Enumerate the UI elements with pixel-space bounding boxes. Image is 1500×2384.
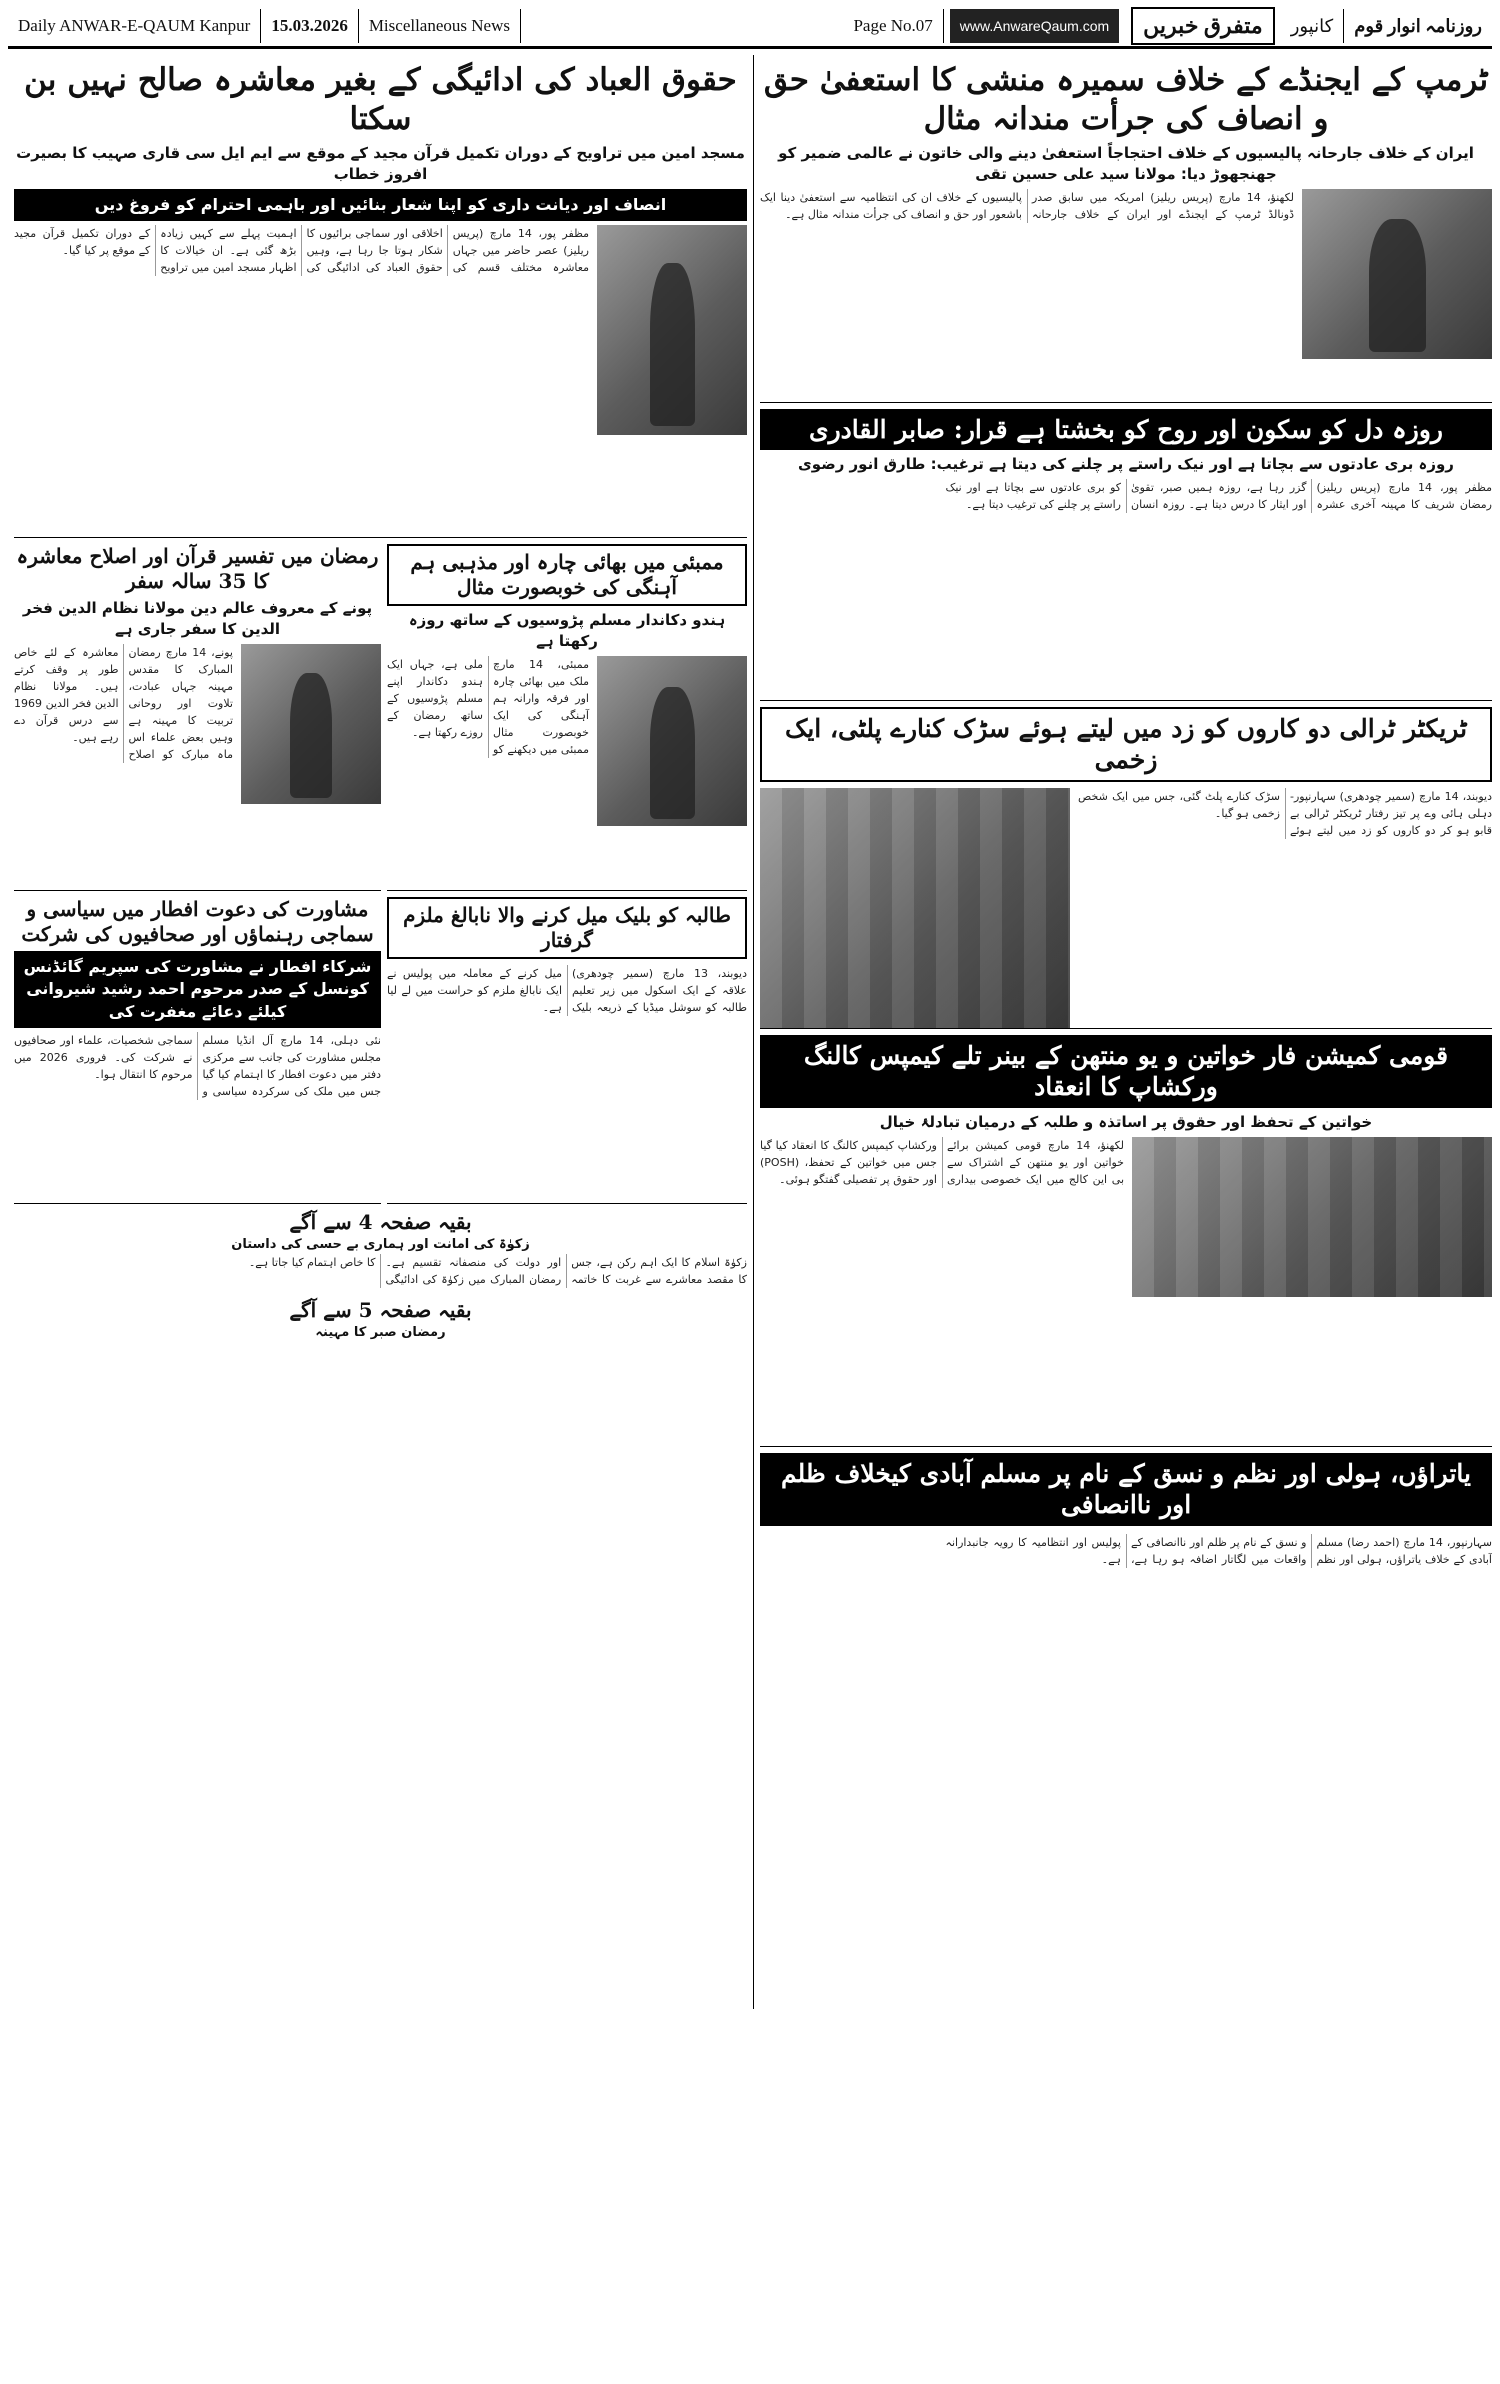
huquq-sub2: انصاف اور دیانت داری کو اپنا شعار بنائیں اور باہمی احترام کو فروغ دیں bbox=[14, 189, 747, 221]
continued-sub: زکوٰۃ کی امانت اور ہماری بے حسی کی داستان bbox=[231, 1237, 530, 1252]
article-yatra bbox=[760, 1447, 1492, 2009]
right-column bbox=[753, 55, 1498, 2009]
huquq-body: مظفر پور، 14 مارچ (پریس ریلیز) عصر حاضر میں جہاں معاشرہ مختلف قسم کی اخلاقی اور سماجی برائیوں کا شکار ہوتا جا رہا ہے، وہیں حقوق العباد کی ادائیگی کی اہمیت پہلے سے کہیں زیادہ بڑھ گئی ہے۔ ان خیالات کا اظہار مسجد امین میں تراویح کے دوران تکمیل قرآن مجید کے موقع پر کیا گیا۔ bbox=[14, 226, 589, 274]
tractor-body: دیوبند، 14 مارچ (سمیر چودھری) سہارنپور-دہلی ہائی وے پر تیز رفتار ٹریکٹر ٹرالی بے قابو ہو کر دو کاروں کو زد میں لیتے ہوئے سڑک کنارے پلٹ گئی، جس میں ایک شخص زخمی ہو گیا۔ bbox=[1078, 789, 1492, 837]
mumbai-sub: ہندو دکاندار مسلم پڑوسیوں کے ساتھ روزہ رکھتا ہے bbox=[408, 611, 726, 650]
city-ur: کانپور bbox=[1281, 9, 1345, 43]
iftar-sub: شرکاء افطار نے مشاورت کی سپریم گائڈنس کونسل کے صدر مرحوم احمد رشید شیروانی کیلئے دعائے مغفرت کی bbox=[14, 951, 381, 1028]
continued-title: بقیہ صفحہ 4 سے آگے bbox=[289, 1210, 472, 1234]
article-iftar bbox=[14, 891, 381, 1204]
tafsir-headline[interactable]: رمضان میں تفسیر قرآن اور اصلاح معاشرہ کا 35 سالہ سفر bbox=[16, 544, 379, 593]
trump-headline[interactable]: ٹرمپ کے ایجنڈے کے خلاف سمیرہ منشی کا استعفیٰ حق و انصاف کی جرأت مندانہ مثال bbox=[763, 62, 1489, 137]
article-mumbai bbox=[387, 538, 747, 891]
article-continued bbox=[14, 1204, 747, 1976]
continued-title2: بقیہ صفحہ 5 سے آگے bbox=[289, 1298, 472, 1323]
website-link[interactable]: www.AnwareQaum.com bbox=[950, 9, 1119, 43]
paper-name: Daily ANWAR-E-QAUM Kanpur bbox=[8, 9, 261, 43]
tafsir-sub: پونے کے معروف عالم دین مولانا نظام الدین فخر الدین کا سفر جاری ہے bbox=[22, 599, 373, 638]
article-campus bbox=[760, 1029, 1492, 1447]
continued-body: زکوٰۃ اسلام کا ایک اہم رکن ہے، جس کا مقصد معاشرے سے غربت کا خاتمہ اور دولت کی منصفانہ تقسیم ہے۔ رمضان المبارک میں زکوٰۃ کی ادائیگی کا خاص اہتمام کیا جاتا ہے۔ bbox=[248, 1256, 747, 1287]
section-en: Miscellaneous News bbox=[359, 9, 521, 43]
issue-date: 15.03.2026 bbox=[261, 9, 359, 43]
tractor-photo bbox=[760, 788, 1070, 1030]
masthead bbox=[8, 6, 1492, 49]
huquq-photo bbox=[597, 225, 747, 435]
article-roza bbox=[760, 403, 1492, 701]
mumbai-photo bbox=[597, 656, 747, 826]
huquq-sub1: مسجد امین میں تراویح کے دوران تکمیل قرآن مجید کے موقع سے ایم ایل سی قاری صہیب کا بصیرت افروز خطاب bbox=[16, 143, 745, 183]
article-tafsir bbox=[14, 538, 381, 891]
trump-sub: ایران کے خلاف جارحانہ پالیسیوں کے خلاف احتجاجاً استعفیٰ دینے والی خاتون نے عالمی ضمیر کو جھنجھوڑ دیا: مولانا سید علی حسین تقی bbox=[778, 143, 1474, 183]
mumbai-body: ممبئی، 14 مارچ ملک میں بھائی چارہ اور فرقہ وارانہ ہم آہنگی کی ایک خوبصورت مثال ممبئی میں دیکھنے کو ملی ہے، جہاں ایک ہندو دکاندار اپنے مسلم پڑوسیوں کے ساتھ رمضان کے روزے رکھتا ہے۔ bbox=[387, 658, 590, 757]
roza-headline[interactable]: روزہ دل کو سکون اور روح کو بخشتا ہے قرار: صابر القادری bbox=[760, 409, 1492, 450]
roza-sub: روزہ بری عادتوں سے بچاتا ہے اور نیک راستے پر چلنے کی دیتا ہے ترغیب: طارق انور رضوی bbox=[798, 455, 1454, 474]
trump-body: لکھنؤ، 14 مارچ (پریس ریلیز) امریکہ میں سابق صدر ڈونالڈ ٹرمپ کے ایجنڈے اور ایران کے خلاف جارحانہ پالیسیوں کے خلاف ان کی انتظامیہ سے استعفیٰ دینا ایک باشعور اور حق و انصاف کی جرأت مندانہ مثال ہے۔ bbox=[760, 190, 1295, 221]
tafsir-body: پونے، 14 مارچ رمضان المبارک کا مقدس مہینہ جہاں عبادت، تلاوت اور روحانی تربیت کا مہینہ ہے وہیں بعض علماء اس ماہ مبارک کو اصلاح معاشرہ کے لئے خاص طور پر وقف کرتے ہیں۔ مولانا نظام الدین فخر الدین 1969 سے درس قرآن دے رہے ہیں۔ bbox=[14, 646, 233, 762]
campus-body: لکھنؤ، 14 مارچ قومی کمیشن برائے خواتین اور یو منتھن کے اشتراک سے بی این کالج میں ایک خصوصی بیداری ورکشاپ کیمپس کالنگ کا انعقاد کیا گیا جس میں خواتین کے تحفظ، (POSH) اور حقوق پر تفصیلی گفتگو ہوئی۔ bbox=[760, 1138, 1124, 1186]
yatra-body: سہارنپور، 14 مارچ (احمد رضا) مسلم آبادی کے خلاف یاتراؤں، ہولی اور نظم و نسق کے نام پر ظلم اور ناانصافی کے واقعات میں لگاتار اضافہ ہو رہا ہے، پولیس اور انتظامیہ کا رویہ جانبدارانہ ہے۔ bbox=[945, 1535, 1492, 1566]
left-column bbox=[8, 55, 753, 2009]
roza-body: مظفر پور، 14 مارچ (پریس ریلیز) رمضان شریف کا مہینہ آخری عشرہ گزر رہا ہے، روزہ ہمیں صبر، تقویٰ اور ایثار کا درس دیتا ہے۔ روزہ انسان کو بری عادتوں سے بچاتا ہے اور نیک راستے پر چلنے کی ترغیب دیتا ہے۔ bbox=[945, 481, 1492, 512]
campus-headline[interactable]: قومی کمیشن فار خواتین و یو منتھن کے بینر تلے کیمپس کالنگ ورکشاپ کا انعقاد bbox=[760, 1035, 1492, 1108]
iftar-body: نئی دہلی، 14 مارچ آل انڈیا مسلم مجلس مشاورت کی جانب سے مرکزی دفتر میں دعوت افطار کا اہتمام کیا گیا جس میں ملک کی سرکردہ سیاسی و سماجی شخصیات، علماء اور صحافیوں نے شرکت کی۔ فروری 2026 میں مرحوم کا انتقال ہوا۔ bbox=[14, 1034, 381, 1099]
continued-sub2: رمضان صبر کا مہینہ bbox=[315, 1325, 446, 1341]
tafsir-photo bbox=[241, 644, 381, 804]
paper-ur: روزنامہ انوار قوم bbox=[1354, 15, 1482, 36]
yatra-headline[interactable]: یاتراؤں، ہولی اور نظم و نسق کے نام پر مسلم آبادی کیخلاف ظلم اور ناانصافی bbox=[760, 1453, 1492, 1526]
tractor-headline[interactable]: ٹریکٹر ٹرالی دو کاروں کو زد میں لیتے ہوئے سڑک کنارے پلٹی، ایک زخمی bbox=[760, 707, 1492, 782]
section-ur: متفرق خبریں bbox=[1131, 7, 1275, 45]
trump-photo bbox=[1302, 189, 1492, 359]
blackmail-headline[interactable]: طالبہ کو بلیک میل کرنے والا نابالغ ملزم گرفتار bbox=[387, 897, 747, 959]
huquq-headline[interactable]: حقوق العباد کی ادائیگی کے بغیر معاشرہ صالح نہیں بن سکتا bbox=[24, 62, 737, 137]
campus-photo bbox=[1132, 1137, 1492, 1297]
iftar-headline[interactable]: مشاورت کی دعوت افطار میں سیاسی و سماجی رہنماؤں اور صحافیوں کی شرکت bbox=[21, 897, 374, 946]
blackmail-body: دیوبند، 13 مارچ (سمیر چودھری) علاقہ کے ایک اسکول میں زیر تعلیم طالبہ کو سوشل میڈیا کے ذریعہ بلیک میل کرنے کے معاملہ میں پولیس نے ایک نابالغ ملزم کو حراست میں لے لیا ہے۔ bbox=[387, 967, 747, 1015]
mumbai-headline[interactable]: ممبئی میں بھائی چارہ اور مذہبی ہم آہنگی کی خوبصورت مثال bbox=[387, 544, 747, 606]
article-grid bbox=[8, 55, 1492, 2009]
article-tractor bbox=[760, 701, 1492, 1029]
article-trump bbox=[760, 55, 1492, 403]
campus-sub: خواتین کے تحفظ اور حقوق پر اساتذہ و طلبہ کے درمیان تبادلۂ خیال bbox=[879, 1112, 1373, 1131]
page-number: Page No.07 bbox=[843, 9, 943, 43]
article-huquq bbox=[14, 55, 747, 538]
article-blackmail bbox=[387, 891, 747, 1204]
